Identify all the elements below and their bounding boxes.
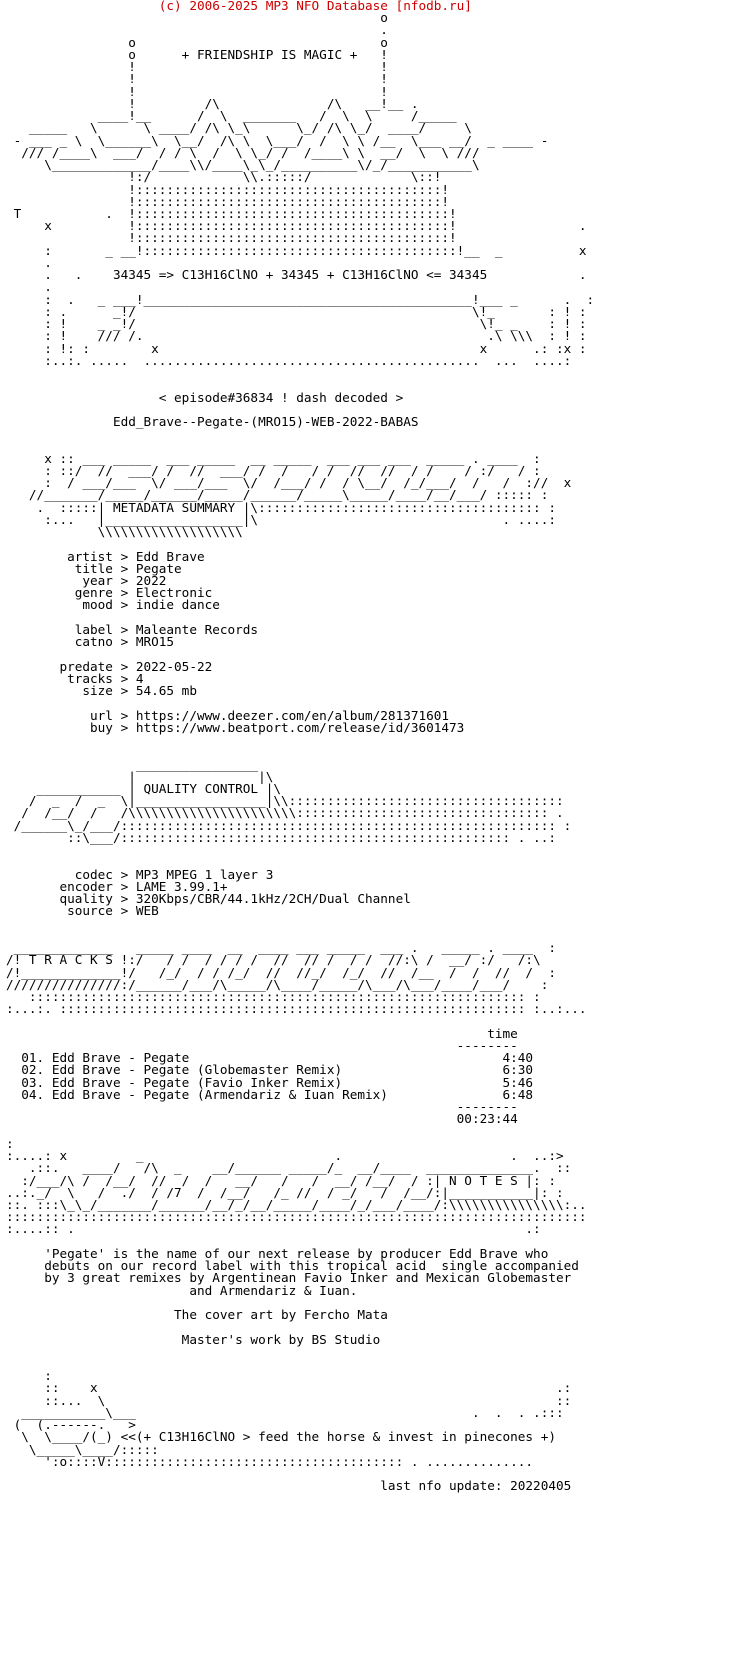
episode-line: < episode#36834 ! dash decoded > xyxy=(6,389,404,405)
quality-fields: codec > MP3 MPEG 1 layer 3 encoder > LAME 3.99.1+ quality > 320Kbps/CBR/44.1kHz/2CH/Dual Channel source > WEB xyxy=(59,866,411,919)
tracks-total: -------- 00:23:44 xyxy=(456,1099,518,1127)
spacer xyxy=(0,367,736,379)
last-update: last nfo update: 20220405 xyxy=(6,1478,572,1494)
track-list: 01. Edd Brave - Pegate 4:40 02. Edd Brave - Pegate (Globemaster Remix) 6:30 03. Edd Brave - Pegate (Favio Inker Remix) 5:46 04. Edd Brave - Pegate (Armendariz & Iuan Remix) 6:48 xyxy=(21,1050,534,1102)
tracks-header: time -------- xyxy=(456,1025,518,1053)
notes-ascii: : :....: x _ . . ..:> .::. ____/ /\ _ __/______ _____/_ __/____ ______________. :: :/___/\ / /__/ // / / __/ / / __/ /__/ / :| N O T E S |: : ..:._/ \ / ./ / /7 / /__/ /_ // / _/ / /__/:|___________|: : ::. :::\_\_/_______/______/__/_/__/_____/____/_/___/____/:\\\\\\\\\\\\\\\:.. :::::::::::::::::::::::::::::::::::::::::::::::::::::::::::::::::::::::::::: :....:: . .: xyxy=(6,1135,587,1237)
spacer xyxy=(0,1346,736,1358)
notes-text: 'Pegate' is the name of our next release by producer Edd Brave who debuts on our record label with this tropical acid single accompanied by 3 great remixes by Argentinean Favio Inker and Mexican Globemaster and Armendariz & Iuan. xyxy=(44,1245,579,1298)
master-credit: Master's work by BS Studio xyxy=(6,1331,381,1347)
spacer xyxy=(0,428,736,440)
release-name: Edd_Brave--Pegate-(MRO15)-WEB-2022-BABAS xyxy=(6,413,419,429)
friendship-banner-ascii: o . o o o + FRIENDSHIP IS MAGIC + ! ! ! ! ! ! ! ! /\ /\ __!__ . ____!__ / \ _______ / \ \ /_____ _____ \ \ ____/ /\ \_\ \_/ /\ \_/ ____/ \ - ___ _ \ \______\ \__/ /\ \ \___/ / \ \ /__ \___ __/ _ ____ - /// /____\ ___/ / / \ / \ \_/ / /____\ \ __/ \ \ /// \_____________/____\\/____\_\_/__________\/_/___________\ !:/ \\.:::::/ \::! !::::::::::::::::::::::::::::::::::::::::! !::::::::::::::::::::::::::::::::::::::::! T . !:::::::::::::::::::::::::::::::::::::::::! x !:::::::::::::::::::::::::::::::::::::::::! . !:::::::::::::::::::::::::::::::::::::::::! : _ __!:::::::::::::::::::::::::::::::::::::::::!__ _ x . . . 34345 => C13H16ClNO + 34345 + C13H16ClNO <= 34345 . . : . _ ___!___________________________________________!___ _ . : : . _!/ \!_ : ! : : ! _ _!/ \!_ _ : ! : : ! /// /. .\ \\\ : ! : : !: : x x .: :x : :..:. ..... ............................................ ... ....: xyxy=(13,10,595,368)
metadata-fields: artist > Edd Brave title > Pegate year > 2022 genre > Electronic mood > indie dance label > Maleante Records catno > MRO15 predate > 2022-05-22 tracks > 4 size > 54.65 mb url > https://www.deezer.com/en/album/281371601 buy > https://www.beatport.com/release/id/3601473 xyxy=(59,548,465,735)
footer-ascii: : :: x .: ::... \ :: ___________\___ . . . .::: ( (.------. > \ \____/(_) <<(+ C13H16ClNO > feed the horse & invest in pinecones +) \_____\____/::::: ':o::::V::::::::::::::::::::::::::::::::::::::: . .............. xyxy=(13,1368,572,1469)
quality-control-ascii: ________________ | |\ ___________ | QUALITY CONTROL |\ / _ / _ \|_________________|\\:::::::::::::::::::::::::::::::::::: / /__/ / /\\\\\\\\\\\\\\\\\\\\\\::::::::::::::::::::::::::::::::: . /______\_/___/::::::::::::::::::::::::::::::::::::::::::::::::::::::::: : ::\___/::::::::::::::::::::::::::::::::::::::::::::::::::: . ..: xyxy=(13,756,572,845)
copyright-header[interactable]: (c) 2006-2025 MP3 NFO Database [nfodb.ru] xyxy=(6,0,472,13)
cover-credit: The cover art by Fercho Mata xyxy=(6,1307,388,1323)
spacer xyxy=(0,1126,736,1138)
spacer xyxy=(0,918,736,930)
spacer xyxy=(0,844,736,856)
spacer xyxy=(0,734,736,746)
spacer xyxy=(0,1358,736,1370)
metadata-summary-ascii: x :: ___ _____ ___ _____ __ _____ ___ ___ ___ _____ . ____ : : ::/ // ___/ / // ___/ / / / / // // / / / :/ / : : / ___/___ \/ ___/___ \/ /___/ / / \__/ /_/___/ / / :// x //_______/_____/______/_____/______/_____\_____/____/__/___/ ::::: : . :::::| METADATA SUMMARY |\::::::::::::::::::::::::::::::::::::: : :... |__________________|\ . ....: \\\\\\\\\\\\\\\\\\\ xyxy=(28,450,572,540)
tracks-ascii: _____________ _____ ____ __ ____ ___ _____ ___ . _____ . ____ : /! T R A C K S !:/ / / / / / / // // / / / //:\ / __/ :/ /:\ /!_____________!/ /_/ / / /_/ // //_/ /_/ // /__ / / // / : ///////////////:/______/___/\_____/\____/_____/\___/\___/____/___/ : ::::::::::::::::::::::::::::::::::::::::::::::::::::::::::::::::: : :...:. ::::::::::::::::::::::::::::::::::::::::::::::::::::::::::::: :..:... xyxy=(6,940,587,1017)
